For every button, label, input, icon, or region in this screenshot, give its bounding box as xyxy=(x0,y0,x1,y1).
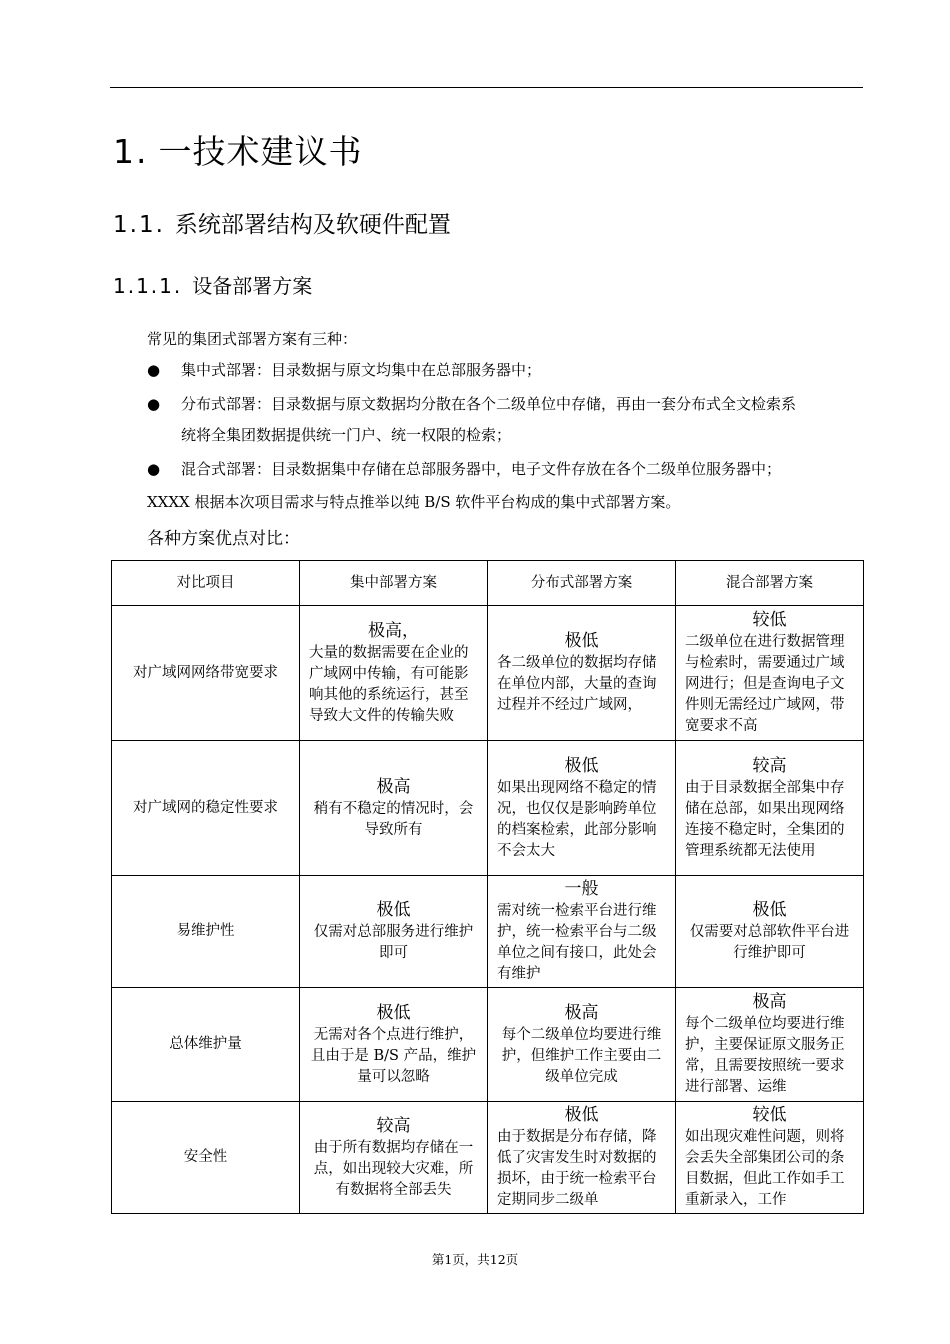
rating-text: 极高， xyxy=(368,620,419,641)
rating-text: 极低 xyxy=(564,755,599,776)
heading-1 xyxy=(113,126,363,173)
description-text: 无需对各个点进行维护，且由于是 B/S 产品，维护量可以忽略 xyxy=(310,1026,477,1085)
plan-cell xyxy=(676,876,864,988)
description-text: 由于数据是分布存储，降低了灾害发生时对数据的损坏，由于统一检索平台定期同步二级单 xyxy=(497,1129,657,1208)
header-cell: 混合部署方案 xyxy=(676,561,864,606)
rating-text: 极低 xyxy=(376,900,411,920)
description-text: 由于目录数据全部集中存储在总部，如果出现网络连接不稳定时，全集团的管理系统都无法使用 xyxy=(685,779,845,859)
heading-2-text: 系统部署结构及软硬件配置 xyxy=(174,212,451,238)
description-text: 二级单位在进行数据管理与检索时，需要通过广域网进行；但是查询电子文件则无需经过广域网，带宽要求不高 xyxy=(685,634,845,734)
plan-cell xyxy=(300,876,488,988)
rating-text: 较低 xyxy=(752,610,787,630)
plan-cell xyxy=(676,988,864,1102)
header-cell: 分布式部署方案 xyxy=(488,561,676,606)
intro-paragraph: 常见的集团式部署方案有三种： xyxy=(147,330,358,348)
bullet-text: 混合式部署：目录数据集中存储在总部服务器中，电子文件存放在各个二级单位服务器中； xyxy=(181,460,782,478)
rating-text: 极低 xyxy=(752,900,787,920)
description-text: 每个二级单位均要进行维护，但维护工作主要由二级单位完成 xyxy=(501,1026,662,1085)
plan-cell xyxy=(676,741,864,876)
heading-2-number: 1.1. xyxy=(113,212,165,238)
rating-text: 极高 xyxy=(752,992,787,1012)
plan-cell xyxy=(300,741,488,876)
header-cell: 对比项目 xyxy=(112,561,300,606)
table-row xyxy=(112,1102,864,1214)
rating-text: 极低 xyxy=(376,1002,411,1023)
bullet-item-1 xyxy=(147,355,863,386)
plan-cell xyxy=(676,1102,864,1214)
comparison-table xyxy=(111,560,864,1214)
header-cell: 集中部署方案 xyxy=(300,561,488,606)
rating-text: 一般 xyxy=(564,879,599,899)
description-text: 如果出现网络不稳定的情况，也仅仅是影响跨单位的档案检索，此部分影响不会太大 xyxy=(497,779,657,859)
table-header-row xyxy=(112,561,864,606)
rating-text: 极低 xyxy=(564,631,599,651)
plan-cell xyxy=(676,606,864,741)
plan-cell xyxy=(488,988,676,1102)
bullet-text-continued: 统将全集团数据提供统一门户、统一权限的检索； xyxy=(181,426,512,444)
row-item-cell: 对广域网的稳定性要求 xyxy=(112,741,300,876)
header-rule xyxy=(110,87,863,88)
rating-text: 极低 xyxy=(564,1105,599,1125)
plan-cell xyxy=(488,1102,676,1214)
compare-title: 各种方案优点对比： xyxy=(147,529,300,549)
plan-cell xyxy=(488,741,676,876)
page-footer: 第1页，共12页 xyxy=(431,1252,519,1267)
description-text: 由于所有数据均存储在一点，如出现较大灾难，所有数据将全部丢失 xyxy=(313,1139,474,1198)
description-text: 每个二级单位均要进行维护，主要保证原文服务正常，且需要按照统一要求进行部署、运维 xyxy=(685,1016,845,1095)
bullet-dot-icon: ● xyxy=(147,361,161,379)
row-item-cell: 对广域网网络带宽要求 xyxy=(112,606,300,741)
bullet-text: 集中式部署：目录数据与原文均集中在总部服务器中； xyxy=(181,361,542,379)
recommendation-paragraph: XXXX 根据本次项目需求与特点推举以纯 B/S 软件平台构成的集中式部署方案。 xyxy=(147,493,681,511)
description-text: 各二级单位的数据均存储在单位内部，大量的查询过程并不经过广域网， xyxy=(497,655,657,713)
heading-3 xyxy=(113,270,312,299)
bullet-dot-icon: ● xyxy=(147,460,161,478)
description-text: 仅需要对总部软件平台进行维护即可 xyxy=(689,924,850,961)
heading-3-number: 1.1.1. xyxy=(113,274,183,298)
plan-cell xyxy=(300,1102,488,1214)
row-item-cell: 安全性 xyxy=(112,1102,300,1214)
rating-text: 较低 xyxy=(752,1105,787,1125)
rating-text: 极高 xyxy=(376,776,411,797)
heading-2 xyxy=(113,206,451,239)
rating-text: 极高 xyxy=(564,1002,599,1023)
table-row xyxy=(112,988,864,1102)
rating-text: 较高 xyxy=(752,755,787,776)
description-text: 如出现灾难性问题，则将会丢失全部集团公司的条目数据，但此工作如手工重新录入，工作 xyxy=(685,1129,845,1208)
table-row xyxy=(112,606,864,741)
row-item-cell: 总体维护量 xyxy=(112,988,300,1102)
row-item-cell: 易维护性 xyxy=(112,876,300,988)
heading-1-number: 1. xyxy=(113,132,149,171)
description-text: 需对统一检索平台进行维护，统一检索平台与二级单位之间有接口，此处会有维护 xyxy=(497,903,657,982)
table-row xyxy=(112,741,864,876)
plan-cell xyxy=(300,606,488,741)
bullet-item-2 xyxy=(147,389,863,451)
heading-1-text: 一技术建议书 xyxy=(158,132,363,171)
plan-cell xyxy=(300,988,488,1102)
description-text: 仅需对总部服务进行维护即可 xyxy=(313,924,474,961)
description-text: 大量的数据需要在企业的广域网中传输，有可能影响其他的系统运行，甚至导致大文件的传输失败 xyxy=(309,644,469,724)
table-row xyxy=(112,876,864,988)
bullet-dot-icon: ● xyxy=(147,395,161,413)
plan-cell xyxy=(488,606,676,741)
bullet-item-3 xyxy=(147,454,863,485)
rating-text: 较高 xyxy=(376,1115,411,1136)
plan-cell xyxy=(488,876,676,988)
heading-3-text: 设备部署方案 xyxy=(192,274,313,298)
description-text: 稍有不稳定的情况时，会导致所有 xyxy=(313,800,474,838)
bullet-text: 分布式部署：目录数据与原文数据均分散在各个二级单位中存储，再由一套分布式全文检索系 xyxy=(181,395,797,413)
